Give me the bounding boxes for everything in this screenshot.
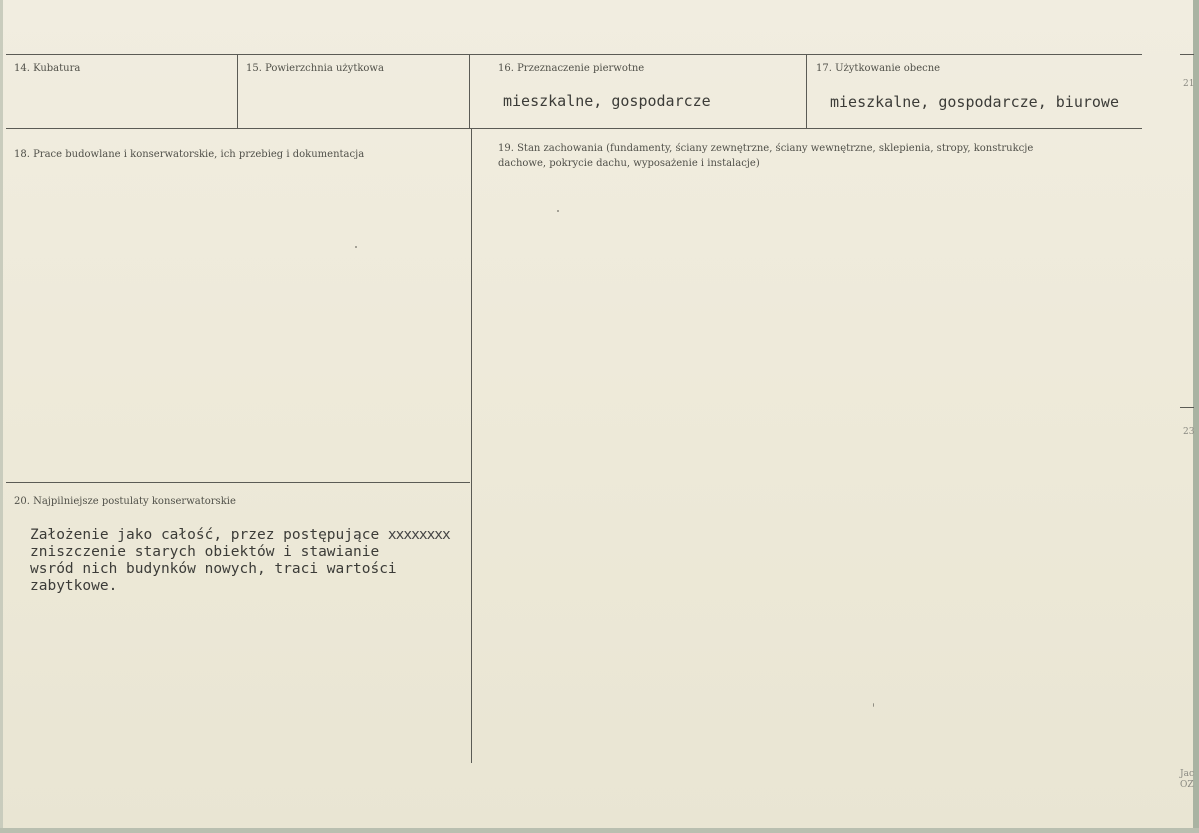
field-18-label: 18. Prace budowlane i konserwatorskie, ich przebieg i dokumentacja [14, 149, 365, 160]
field-15-label: 15. Powierzchnia użytkowa [246, 63, 384, 74]
field-20-line-1 [30, 527, 450, 544]
page-edge-left [0, 0, 3, 833]
row1-bottom-rule [6, 128, 1142, 129]
field-16-value: mieszkalne, gospodarcze [503, 92, 711, 110]
field-19-label: 19. Stan zachowania (fundamenty, ściany zewnętrzne, ściany wewnętrzne, sklepienia, stropy, konstrukcje dachowe, pokrycie dachu, wyposażenie i instalacje) [498, 143, 1034, 169]
field-20-label: 20. Najpilniejsze postulaty konserwatorskie [14, 496, 236, 507]
field-17-value: mieszkalne, gospodarcze, biurowe [830, 93, 1119, 111]
field-20-struck-text: xxxxxxxx [387, 527, 450, 543]
top-rule [6, 54, 1142, 55]
paper-speck [355, 246, 357, 248]
page-edge-right [1193, 0, 1199, 833]
field-20-line-4: zabytkowe. [30, 578, 118, 594]
field18-bottom-rule [6, 482, 470, 483]
paper-speck [557, 210, 559, 212]
divider-16-17 [806, 55, 807, 128]
divider-main-column [471, 129, 472, 763]
page-edge-bottom [0, 828, 1199, 833]
divider-14-15 [237, 55, 238, 128]
right-edge-tick-top [1180, 54, 1194, 55]
divider-15-16 [469, 55, 470, 128]
field-16-label: 16. Przeznaczenie pierwotne [498, 63, 645, 74]
margin-mark-bottom-2: OZ [1180, 780, 1194, 790]
field-17-label: 17. Użytkowanie obecne [816, 63, 941, 74]
margin-mark-bottom-1: Jac [1180, 769, 1195, 779]
field-14-label: 14. Kubatura [14, 63, 81, 74]
margin-mark-top: 21 [1183, 79, 1195, 89]
field-20-line-1-text: Założenie jako całość, przez postępujące [30, 527, 388, 543]
field-20-line-2: zniszczenie starych obiektów i stawianie [30, 544, 380, 560]
right-edge-tick-middle [1180, 407, 1194, 408]
field-20-typed-text [30, 527, 450, 595]
field-20-line-3: wsród nich budynków nowych, traci wartości [30, 561, 397, 577]
paper-speck [873, 703, 874, 707]
margin-mark-middle: 23 [1183, 427, 1195, 437]
